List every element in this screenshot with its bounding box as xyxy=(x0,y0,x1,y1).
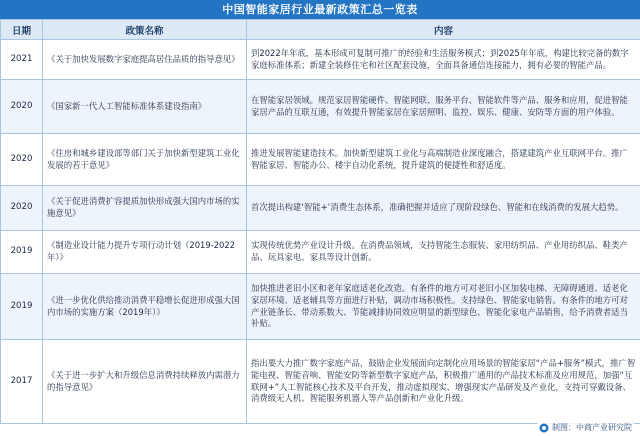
row-policy-name: 《关于促进消费扩容提质加快形成强大国内市场的实施意见》 xyxy=(43,186,247,231)
row-year: 2020 xyxy=(1,80,43,134)
row-policy-name: 《进一步优化供给推动消费平稳增长促进形成强大国内市场的实施方案（2019年）》 xyxy=(43,274,247,340)
row-content: 到2022年年底，基本形成可复制可推广的经验和生活服务模式；到2025年年底，构建比较完备的数字家庭标准体系；新建全装修住宅和社区配套设施，全面具备通信连接能力，拥有必要的智能产品。 xyxy=(247,40,640,80)
table-row xyxy=(1,134,640,186)
row-year: 2019 xyxy=(1,231,43,274)
table-row xyxy=(1,340,640,424)
row-content: 首次提出构建‘智能+’消费生态体系，准确把握并适应了现阶段绿色、智能和在线消费的发展大趋势。 xyxy=(247,186,640,231)
company-logo-icon xyxy=(539,423,549,433)
table-header-row xyxy=(1,20,640,40)
header-content: 内容 xyxy=(247,20,640,40)
row-year: 2017 xyxy=(1,340,43,424)
table-row xyxy=(1,274,640,340)
row-policy-name: 《国家新一代人工智能标准体系建设指南》 xyxy=(43,80,247,134)
row-year: 2021 xyxy=(1,40,43,80)
policy-table xyxy=(0,19,640,424)
row-year: 2020 xyxy=(1,186,43,231)
row-policy-name: 《关于进一步扩大和升级信息消费持续释放内需潜力的指导意见》 xyxy=(43,340,247,424)
row-content: 在智能家居领域。规范家居智能硬件、智能网联、服务平台、智能软件等产品、服务和应用，促进智能家居产品的互联互通，有效提升智能家居在家居照明、监控、娱乐、健康、安防等方面的用户体验。 xyxy=(247,80,640,134)
header-policy-name: 政策名称 xyxy=(43,20,247,40)
row-content: 加快推进老旧小区和老年家庭适老化改造。有条件的地方可对老旧小区加装电梯、无障碍通道、适老化家居环境、适老辅具等方面进行补贴，调动市场积极性。支持绿色、智能家电销售。有条件的地方可对产业链条长、带动系数大、节能减排协同效应明显的新型绿色、智能化家电产品销售，给予消费者适当补贴。 xyxy=(247,274,640,340)
row-content: 指出要大力推广数字家庭产品，鼓励企业发展面向定制化应用场景的智能家居“产品+服务”模式，推广智能电视、智能音响、智能安防等新型数字家庭产品，积极推广通用的产品技术标准及应用规范，加强“互联网+”人工智能核心技术及平台开发，推动虚拟现实、增强现实产品研发及产业化，支持可穿戴设备、消费级无人机、智能服务机器人等产品创新和产业化升级。 xyxy=(247,340,640,424)
row-content: 实现传统优势产业设计升级。在消费品领域，支持智能生态服装、家用纺织品、产业用纺织品、鞋类产品、玩具家电、家具等设计创新。 xyxy=(247,231,640,274)
row-year: 2019 xyxy=(1,274,43,340)
row-policy-name: 《制造业设计能力提升专项行动计划（2019-2022年）》 xyxy=(43,231,247,274)
row-policy-name: 《住房和城乡建设部等部门关于加快新型建筑工业化发展的若干意见》 xyxy=(43,134,247,186)
header-date: 日期 xyxy=(1,20,43,40)
table-row xyxy=(1,80,640,134)
table-row xyxy=(1,231,640,274)
table-row xyxy=(1,40,640,80)
row-content: 推进发展智能建造技术。加快新型建筑工业化与高端制造业深度融合，搭建建筑产业互联网平台。推广智能家居、智能办公、楼宇自动化系统，提升建筑的便捷性和舒适度。 xyxy=(247,134,640,186)
source-text: 制图：中商产业研究院 xyxy=(552,423,632,432)
source-footer xyxy=(537,422,634,433)
row-year: 2020 xyxy=(1,134,43,186)
table-title: 中国智能家居行业最新政策汇总一览表 xyxy=(0,0,640,19)
row-policy-name: 《关于加快发展数字家庭提高居住品质的指导意见》 xyxy=(43,40,247,80)
table-row xyxy=(1,186,640,231)
